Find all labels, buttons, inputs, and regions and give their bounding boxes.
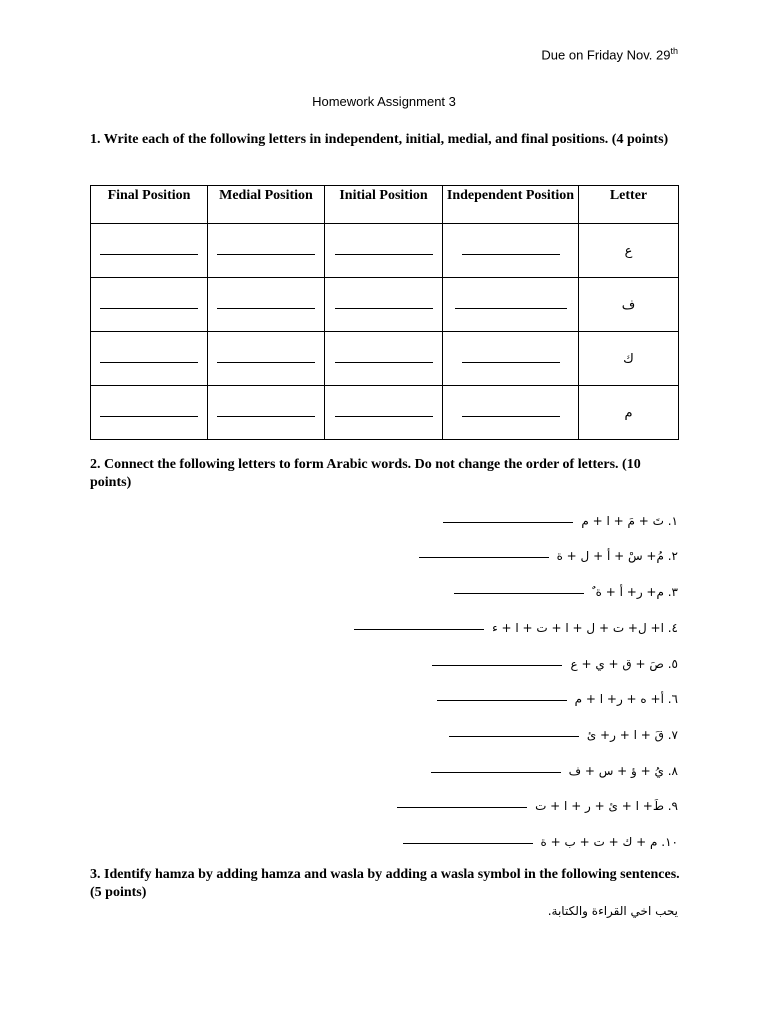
exercise-letters: ٦. أ+ ه + ر+ ا + م	[574, 692, 678, 706]
letter-cell: ف	[621, 297, 636, 313]
exercise-item	[419, 543, 678, 563]
column-header: Letter	[579, 186, 679, 224]
letter-positions-table	[90, 185, 679, 440]
answer-line[interactable]	[419, 556, 549, 558]
exercise-item	[403, 829, 678, 849]
answer-blank[interactable]	[217, 415, 315, 417]
answer-blank[interactable]	[100, 415, 198, 417]
answer-line[interactable]	[432, 664, 562, 666]
answer-blank[interactable]	[335, 415, 433, 417]
letter-cell: ك	[623, 351, 634, 367]
exercise-sentence: يحب اخي القراءة والكتابة.	[547, 904, 678, 918]
answer-blank[interactable]	[455, 307, 567, 309]
letter-cell: م	[624, 405, 633, 421]
exercise-letters: ٨. يُ + ؤ + س + ف	[568, 764, 678, 778]
table-row	[91, 278, 679, 332]
exercise-item	[397, 793, 678, 813]
answer-blank[interactable]	[462, 415, 560, 417]
answer-blank[interactable]	[335, 253, 433, 255]
table-header-row	[91, 186, 679, 224]
exercise-item	[449, 722, 678, 742]
exercise-letters: ٤. ا+ ل+ ت + ل + ا + ت + ا + ء	[492, 621, 678, 635]
exercise-letters: ١٠. م + ك + ت + ب + ة	[540, 835, 678, 849]
exercise-letters: ١. تَ + مَ + ا + م	[581, 514, 678, 528]
answer-blank[interactable]	[100, 253, 198, 255]
exercise-item	[354, 615, 678, 635]
page-title: Homework Assignment 3	[312, 94, 456, 109]
answer-blank[interactable]	[335, 361, 433, 363]
exercise-letters: ٥. صَ + ق + ي + ع	[570, 657, 678, 671]
question-1: 1. Write each of the following letters in independent, initial, medial, and final positions. (4 points)	[90, 132, 669, 147]
answer-blank[interactable]	[462, 253, 560, 255]
table-row	[91, 386, 679, 440]
answer-blank[interactable]	[462, 361, 560, 363]
exercise-letters: ٣. م+ ر+ أ + ة ٌ	[592, 585, 678, 599]
answer-line[interactable]	[403, 842, 533, 844]
answer-blank[interactable]	[100, 307, 198, 309]
exercise-letters: ٧. قَ + ا + ر+ ئ	[586, 728, 678, 742]
exercise-item	[431, 758, 678, 778]
answer-blank[interactable]	[217, 361, 315, 363]
table-row	[91, 224, 679, 278]
answer-blank[interactable]	[217, 253, 315, 255]
column-header: Medial Position	[208, 186, 325, 224]
question-3: 3. Identify hamza by adding hamza and wasla by adding a wasla symbol in the following sentences. (5 points)	[90, 867, 680, 900]
answer-blank[interactable]	[100, 361, 198, 363]
exercise-letters: ٢. مُ+ سْ + أ + ل + ة	[556, 549, 678, 563]
exercise-item	[443, 508, 678, 528]
column-header: Independent Position	[443, 186, 579, 224]
exercise-item	[432, 651, 678, 671]
answer-blank[interactable]	[217, 307, 315, 309]
answer-line[interactable]	[437, 699, 567, 701]
answer-line[interactable]	[354, 628, 484, 630]
answer-line[interactable]	[454, 592, 584, 594]
exercise-item	[454, 579, 678, 599]
column-header: Initial Position	[325, 186, 443, 224]
answer-blank[interactable]	[335, 307, 433, 309]
column-header: Final Position	[91, 186, 208, 224]
exercise-letters: ٩. طَ+ ا + ئ + ر + ا + ت	[535, 799, 678, 813]
due-date: Due on Friday Nov. 29th	[541, 46, 678, 63]
answer-line[interactable]	[397, 806, 527, 808]
exercise-item	[437, 686, 678, 706]
answer-line[interactable]	[449, 735, 579, 737]
answer-line[interactable]	[443, 521, 573, 523]
table-row	[91, 332, 679, 386]
question-2: 2. Connect the following letters to form Arabic words. Do not change the order of letters. (10 points)	[90, 457, 641, 490]
answer-line[interactable]	[431, 771, 561, 773]
letter-cell: ع	[624, 243, 633, 259]
